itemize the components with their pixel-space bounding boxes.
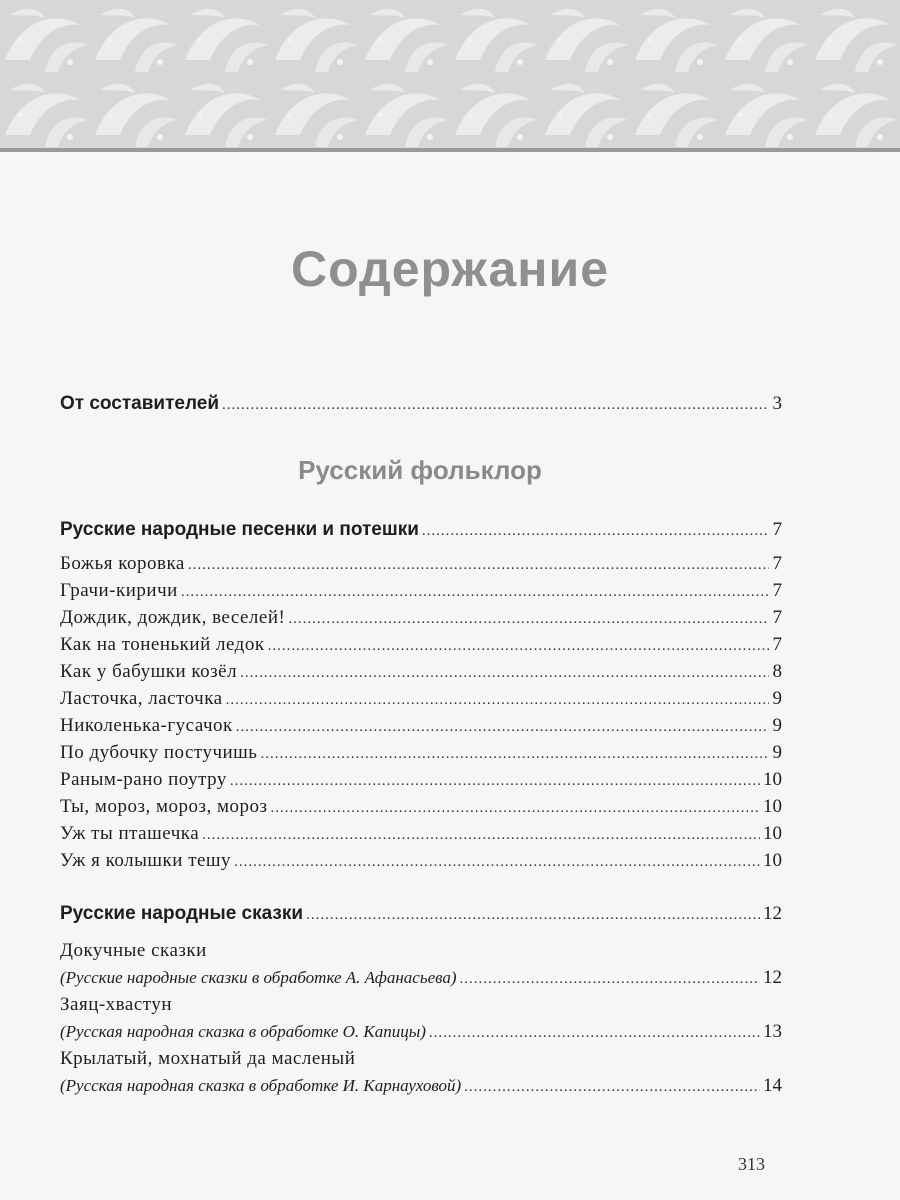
section-title: Русский фольклор [298,455,542,485]
toc-entry-page: 10 [763,823,782,844]
decorative-banner [0,0,900,150]
toc-entry-label: Докучные сказки [60,940,207,961]
toc-entry[interactable] [60,660,782,685]
leader-dots [422,519,769,543]
tale-title[interactable] [60,993,782,1017]
toc-entry-page: 9 [772,688,782,709]
toc-entry-note[interactable] [60,1074,782,1099]
toc-entry[interactable] [60,741,782,766]
toc-entry-label: Божья коровка [60,553,185,574]
toc-entry-note-text: (Русская народная сказка в обработке И. Карнауховой) [60,1076,462,1095]
tale-title[interactable] [60,939,782,963]
toc-entry-label: От составителей [60,393,220,414]
toc-entry-page: 7 [772,553,782,574]
leader-dots [288,607,769,631]
leader-dots [460,967,760,991]
toc-entry-label: Как у бабушки козёл [60,661,238,682]
banner-rule [0,148,900,152]
toc-entry-label: Николенька-гусачок [60,715,233,736]
leader-dots [226,688,769,712]
leader-dots [240,661,769,685]
toc-entry-label: По дубочку постучишь [60,742,258,763]
toc-entry-page: 3 [772,393,782,414]
toc-entry-label: Раным-рано поутру [60,769,227,790]
toc-entry-page: 9 [772,742,782,763]
toc-entry[interactable] [60,849,782,874]
leader-dots [429,1021,760,1045]
toc-entry[interactable] [60,606,782,631]
toc-entry-page: 7 [772,580,782,601]
leader-dots [271,796,760,820]
tale-title[interactable] [60,1047,782,1071]
toc-entry-note-text: (Русская народная сказка в обработке О. Капицы) [60,1022,426,1041]
toc-entry-page: 10 [763,796,782,817]
toc-entry[interactable] [60,714,782,739]
page-title: Содержание [290,241,610,297]
toc-entry-note-text: (Русские народные сказки в обработке А. Афанасьева) [60,968,457,987]
leader-dots [268,634,769,658]
leader-dots [464,1075,760,1099]
leader-dots [188,553,769,577]
toc-heading-label: Русские народные песенки и потешки [60,519,419,540]
page-number: 313 [738,1154,765,1174]
toc-entry-label: Уж я колышки тешу [60,850,232,871]
toc-entry-note[interactable] [60,966,782,991]
toc-heading-label: Русские народные сказки [60,903,304,924]
toc-entry[interactable] [60,633,782,658]
toc-entry-page: 8 [772,661,782,682]
leader-dots [230,769,760,793]
toc-entry-page: 12 [763,967,782,988]
leader-dots [236,715,769,739]
toc-entry-page: 13 [763,1021,782,1042]
toc-entry-label: Грачи-киричи [60,580,178,601]
toc-heading-songs[interactable] [60,518,782,543]
toc-entry-page: 7 [772,607,782,628]
toc-entry-page: 14 [763,1075,782,1096]
toc-entry-label: Как на тоненький ледок [60,634,265,655]
leader-dots [222,393,769,417]
toc-entry-label: Уж ты пташечка [60,823,200,844]
toc-entry-label: Крылатый, мохнатый да масленый [60,1048,356,1069]
toc-entry-note[interactable] [60,1020,782,1045]
toc-entry-page: 12 [763,903,782,924]
leader-dots [181,580,769,604]
toc-entry-label: Заяц-хвастун [60,994,172,1015]
toc-entry-label: Ласточка, ласточка [60,688,223,709]
toc-entry[interactable] [60,795,782,820]
toc-entry-label: Ты, мороз, мороз, мороз [60,796,268,817]
toc-entry[interactable] [60,579,782,604]
toc-entry-page: 9 [772,715,782,736]
toc-heading-tales[interactable] [60,902,782,927]
ornament-pattern [0,0,900,150]
toc-entry[interactable] [60,768,782,793]
toc-entry-intro[interactable] [60,392,782,417]
toc-entry-page: 7 [772,519,782,540]
leader-dots [306,903,760,927]
toc-entry[interactable] [60,552,782,577]
toc-entry-page: 10 [763,769,782,790]
toc-entry[interactable] [60,687,782,712]
toc-entry-label: Дождик, дождик, веселей! [60,607,286,628]
toc-entry[interactable] [60,822,782,847]
toc-entry-page: 10 [763,850,782,871]
leader-dots [202,823,760,847]
toc-entry-page: 7 [772,634,782,655]
leader-dots [260,742,769,766]
leader-dots [234,850,760,874]
